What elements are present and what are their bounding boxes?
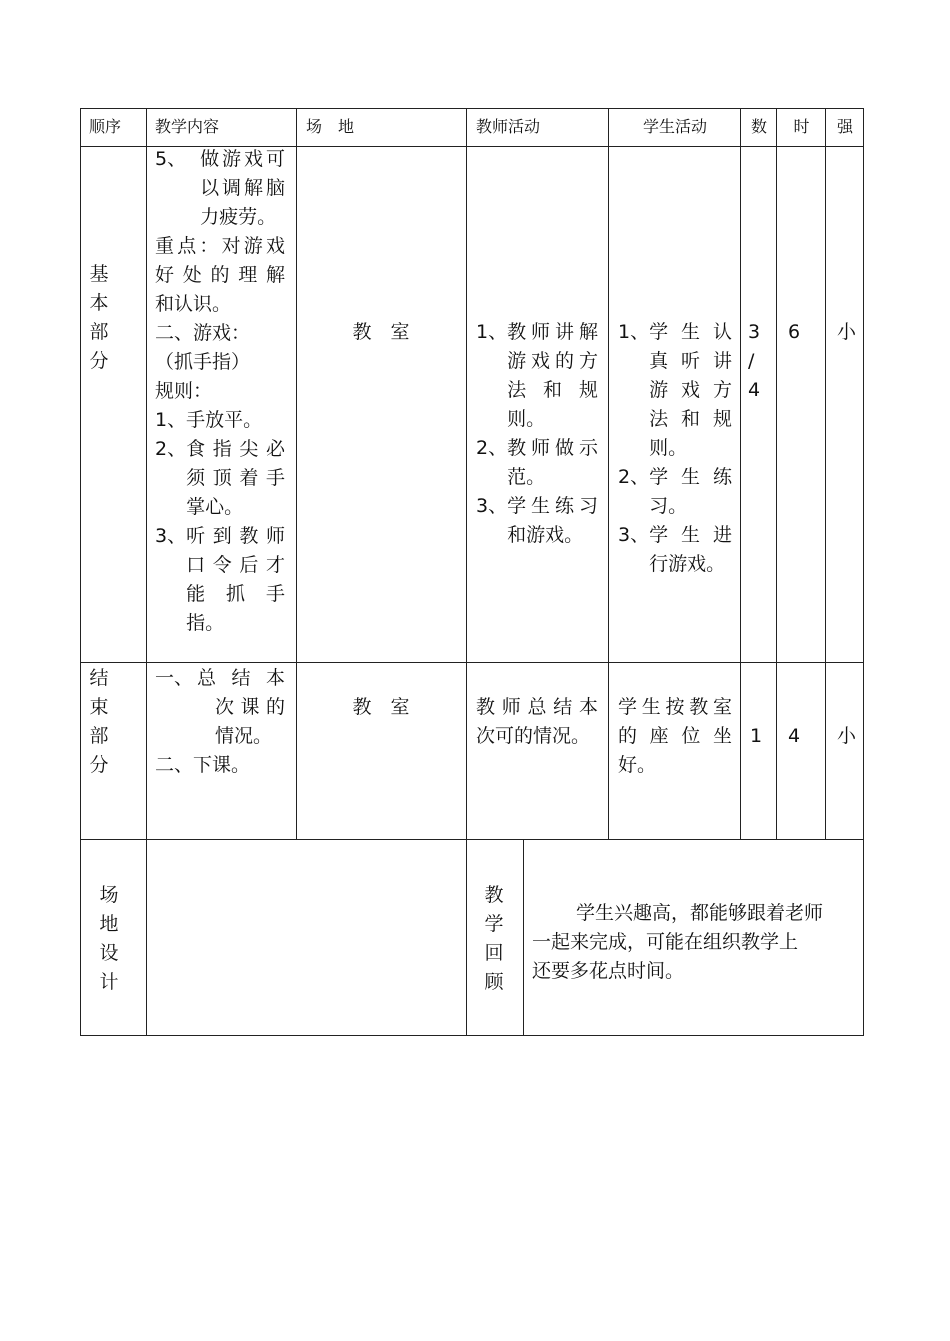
header-content: 教学内容 xyxy=(155,117,220,136)
header-intensity: 强 xyxy=(836,117,853,136)
ending-teacher-activity: 教师总结本 次可的情况。 xyxy=(476,696,598,747)
ending-intensity: 小 xyxy=(837,725,857,747)
table-border-bottom xyxy=(80,1035,864,1036)
col-divider-5 xyxy=(740,108,741,840)
student-item-3: 3、 学 生 进 行游戏。 xyxy=(618,524,732,575)
ending-time: 4 xyxy=(788,725,801,747)
teacher-item-2: 2、 教师做示 范。 xyxy=(476,437,598,488)
student-item-1: 1、 学 生 认 真 听 讲 游 戏 方 法 和 规 则。 xyxy=(618,321,732,459)
header-count: 数 xyxy=(750,117,767,136)
col-divider-7 xyxy=(825,108,826,840)
row-divider-ending-end xyxy=(80,839,864,840)
game-title: 二、游戏： xyxy=(155,322,251,344)
ending-content xyxy=(155,664,285,780)
teacher-item-1: 1、 教师讲解 游戏的方 法 和 规 则。 xyxy=(476,321,598,430)
rule-3: 3、 听到教师 口令后才 能 抓 手 指。 xyxy=(155,525,285,634)
basic-teacher-activity xyxy=(476,318,598,550)
basic-intensity: 小 xyxy=(837,321,857,343)
rule-1: 1、手放平。 xyxy=(155,409,263,431)
header-student: 学生活动 xyxy=(642,117,707,136)
table-border-right xyxy=(863,108,864,1036)
col-divider-6 xyxy=(776,108,777,840)
ending-item-2: 二、 下课。 xyxy=(155,754,251,776)
ending-venue: 教 室 xyxy=(352,696,410,718)
ending-item-1: 一、 总 结 本 次 课 的 情况。 xyxy=(155,667,285,747)
content-item-5: 5、 做游戏可 以调解脑 力疲劳。 xyxy=(155,148,285,228)
table-border-top xyxy=(80,108,864,109)
col-divider-4 xyxy=(608,108,609,840)
section-ending-label: 结 束 部 分 xyxy=(89,667,109,776)
student-item-2: 2、 学 生 练 习。 xyxy=(618,466,732,517)
col-divider-2 xyxy=(296,108,297,840)
basic-count: 3 / 4 xyxy=(748,321,761,401)
rules-title: 规则： xyxy=(155,380,213,402)
section-basic-label: 基 本 部 分 xyxy=(89,263,109,372)
ending-count: 1 xyxy=(750,725,763,747)
basic-venue: 教 室 xyxy=(352,321,410,343)
table-border-left xyxy=(80,108,81,1036)
teacher-item-3: 3、 学生练习 和游戏。 xyxy=(476,495,598,546)
rule-2: 2、 食指尖必 须顶着手 掌心。 xyxy=(155,438,285,518)
header-teacher: 教师活动 xyxy=(476,117,541,136)
col-divider-review xyxy=(523,839,524,1036)
site-design-label: 场 地 设 计 xyxy=(99,884,119,993)
col-divider-1 xyxy=(146,108,147,1036)
header-time: 时 xyxy=(793,117,810,136)
basic-content xyxy=(155,145,285,638)
col-divider-3 xyxy=(466,108,467,1036)
basic-time: 6 xyxy=(788,321,801,343)
focus-text: 重点：对游戏 好处的理解 和认识。 xyxy=(155,235,285,315)
game-name: （抓手指） xyxy=(155,351,251,373)
teaching-review-label: 教 学 回 顾 xyxy=(484,884,504,993)
lesson-table xyxy=(80,108,864,1036)
basic-student-activity xyxy=(618,318,732,579)
header-order: 顺序 xyxy=(89,117,122,136)
teaching-review-text: 学生兴趣高，都能够跟着老师 一起来完成，可能在组织教学上 还要多花点时间。 xyxy=(532,902,824,982)
ending-student-activity: 学生按教室 的 座 位 坐 好。 xyxy=(618,696,732,776)
header-venue: 场 地 xyxy=(306,117,355,136)
